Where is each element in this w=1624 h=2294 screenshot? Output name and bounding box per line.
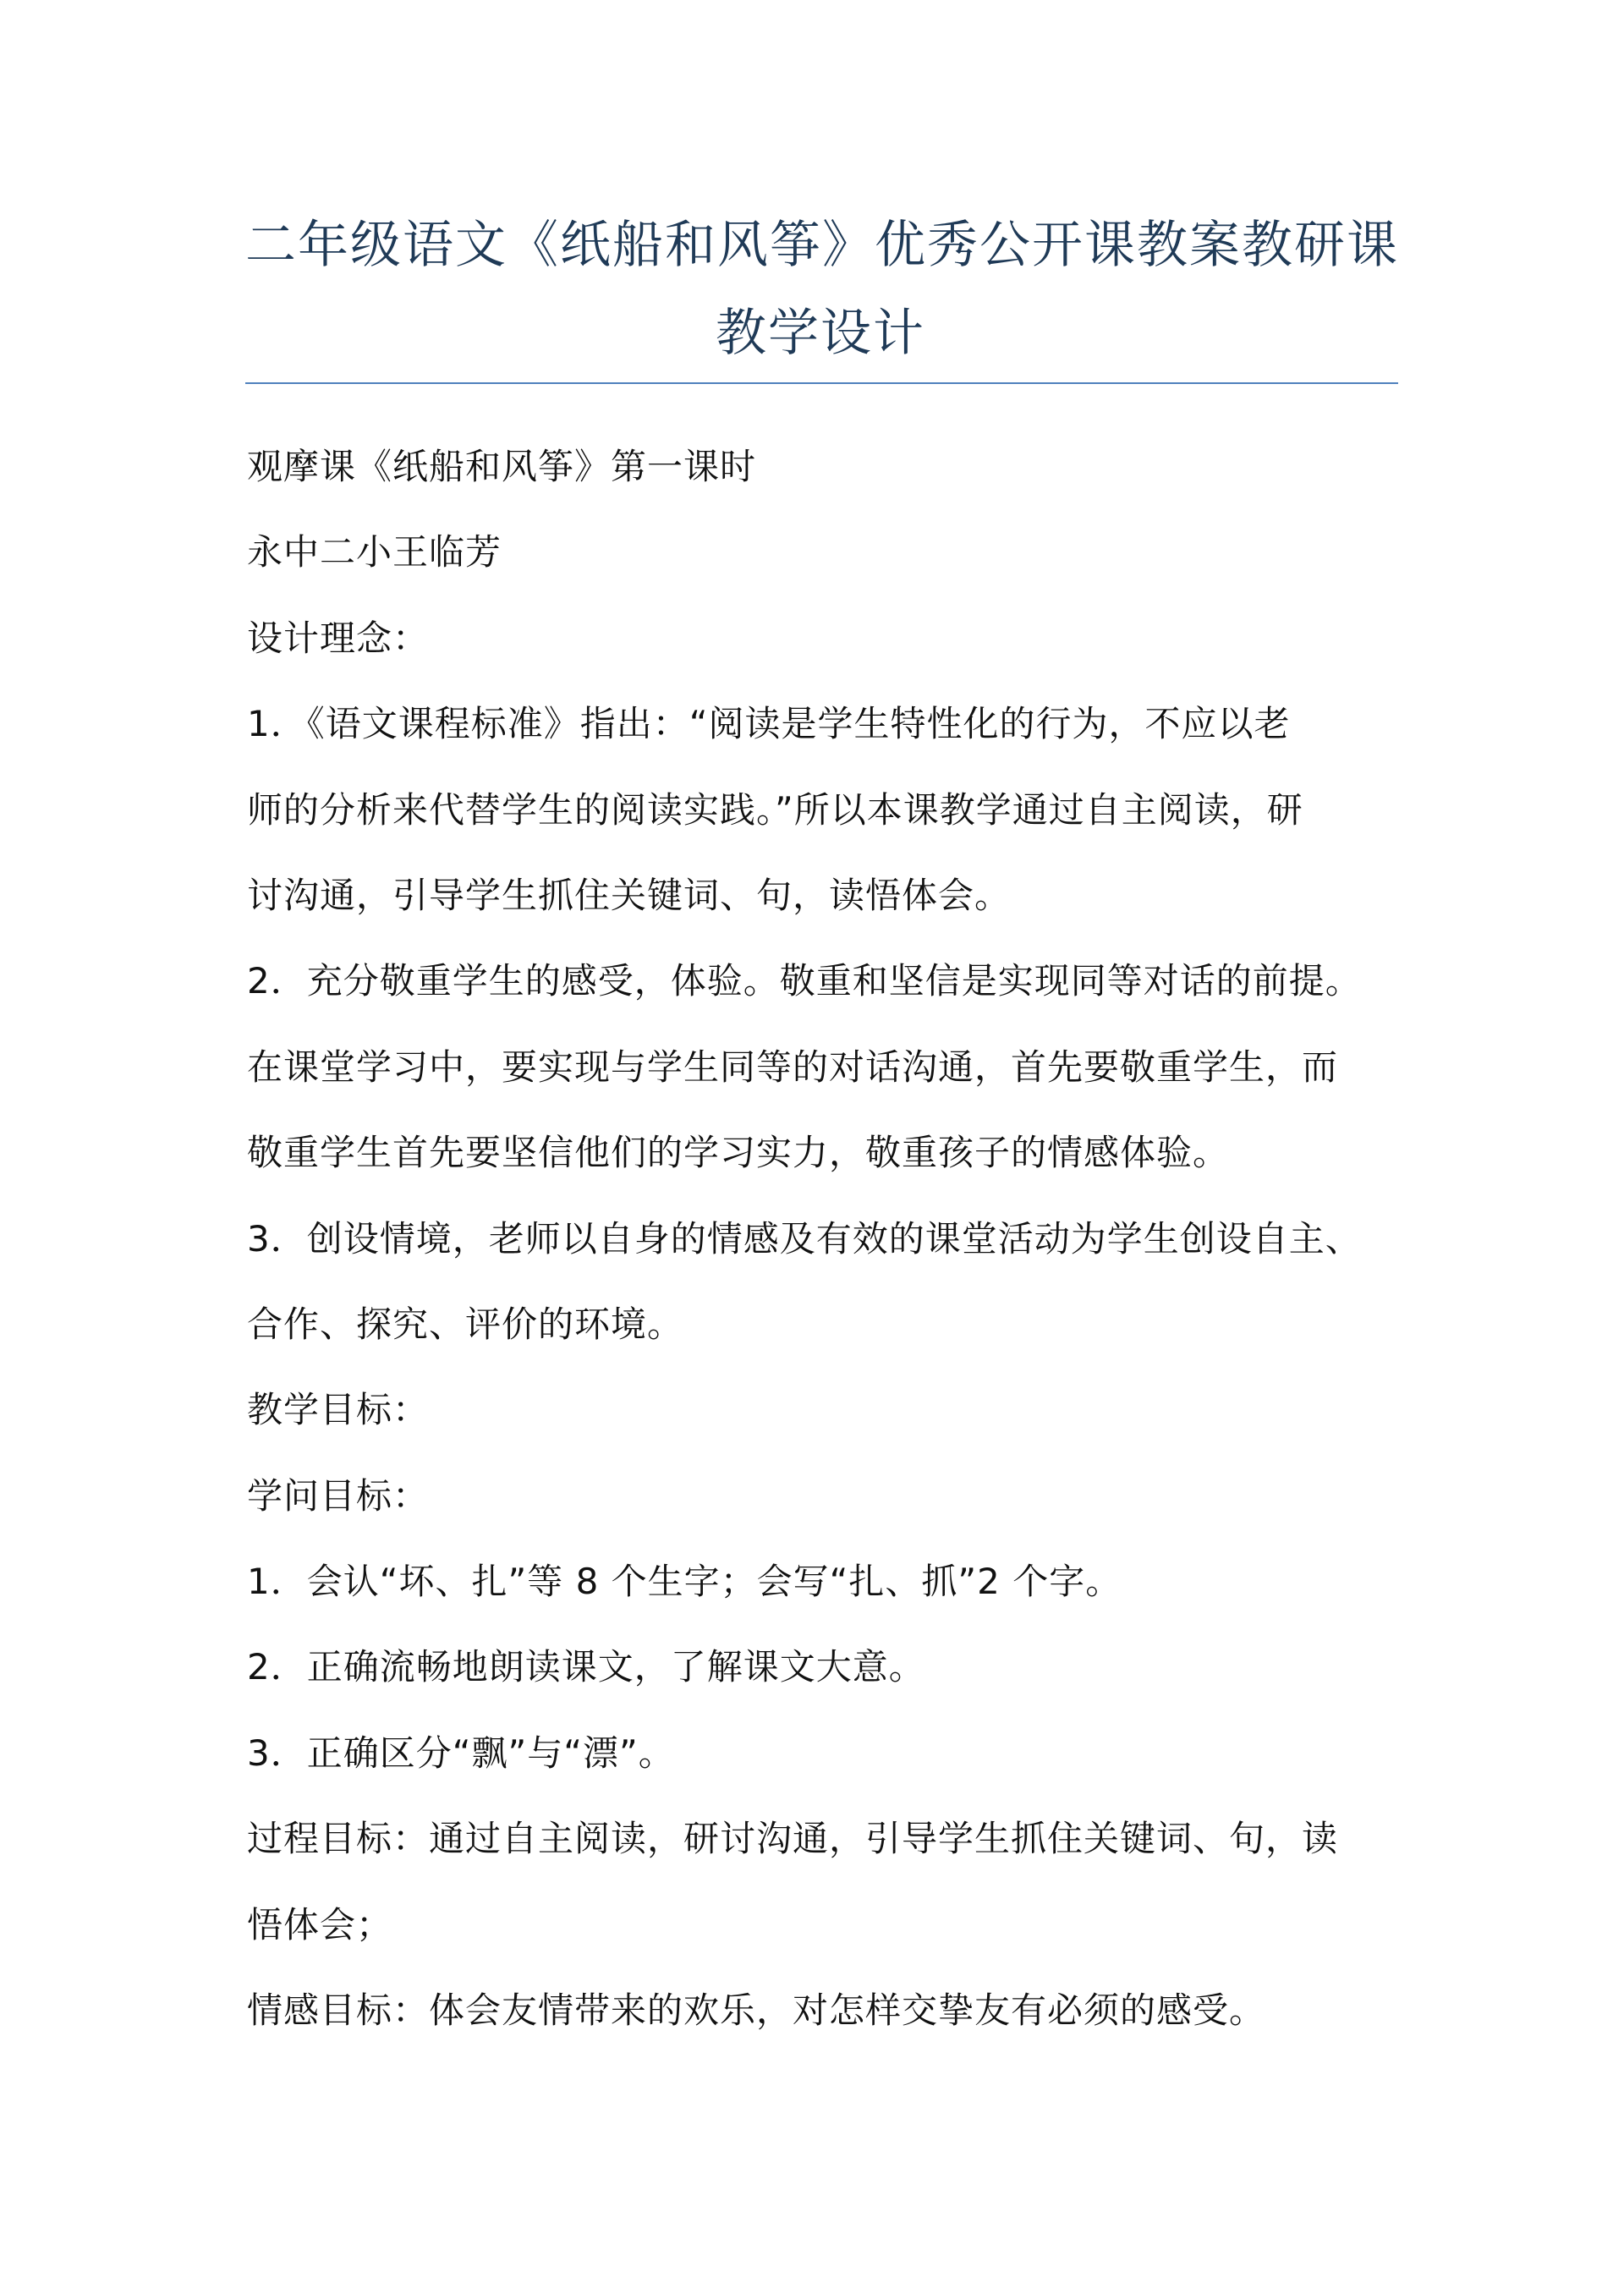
lesson-heading: 观摩课《纸船和风筝》第一课时 [247, 446, 757, 487]
list-item: 1．会认“坏、扎”等 8 个生字；会写“扎、抓”2 个字。 [247, 1561, 1122, 1603]
paragraph-line: 1．《语文课程标准》指出：“阅读是学生特性化的行为，不应以老 [247, 703, 1291, 745]
paragraph-line: 敬重学生首先要坚信他们的学习实力，敬重孩子的情感体验。 [247, 1132, 1230, 1174]
document-title [245, 201, 1399, 377]
paragraph-line: 2．充分敬重学生的感受，体验。敬重和坚信是实现同等对话的前提。 [247, 960, 1362, 1002]
paragraph-line: 悟体会； [247, 1903, 393, 1946]
paragraph-line: 过程目标：通过自主阅读，研讨沟通，引导学生抓住关键词、句，读 [247, 1818, 1339, 1860]
paragraph-line: 3．创设情境，老师以自身的情感及有效的课堂活动为学生创设自主、 [247, 1217, 1362, 1260]
title-divider [245, 382, 1398, 384]
title-line-2: 教学设计 [716, 304, 925, 363]
paragraph-line: 在课堂学习中，要实现与学生同等的对话沟通，首先要敬重学生，而 [247, 1045, 1339, 1088]
document-body [247, 430, 1414, 2059]
section-heading-teaching-goals: 教学目标： [247, 1389, 430, 1431]
author-line: 永中二小王临芳 [247, 531, 502, 574]
paragraph-line: 合作、探究、评价的环境。 [247, 1303, 684, 1345]
paragraph-line: 情感目标：体会友情带来的欢乐，对怎样交挚友有必须的感受。 [247, 1989, 1266, 2032]
list-item: 2．正确流畅地朗读课文，了解课文大意。 [247, 1646, 925, 1688]
list-item: 3．正确区分“飘”与“漂”。 [247, 1731, 675, 1774]
paragraph-line: 讨沟通，引导学生抓住关键词、句，读悟体会。 [247, 874, 1012, 916]
section-heading-design-concept: 设计理念： [247, 617, 430, 659]
paragraph-line: 师的分析来代替学生的阅读实践。”所以本课教学通过自主阅读，研 [247, 788, 1303, 831]
title-line-1: 二年级语文《纸船和风筝》优秀公开课教案教研课 [245, 216, 1399, 275]
section-heading-knowledge-goals: 学问目标： [247, 1474, 430, 1517]
